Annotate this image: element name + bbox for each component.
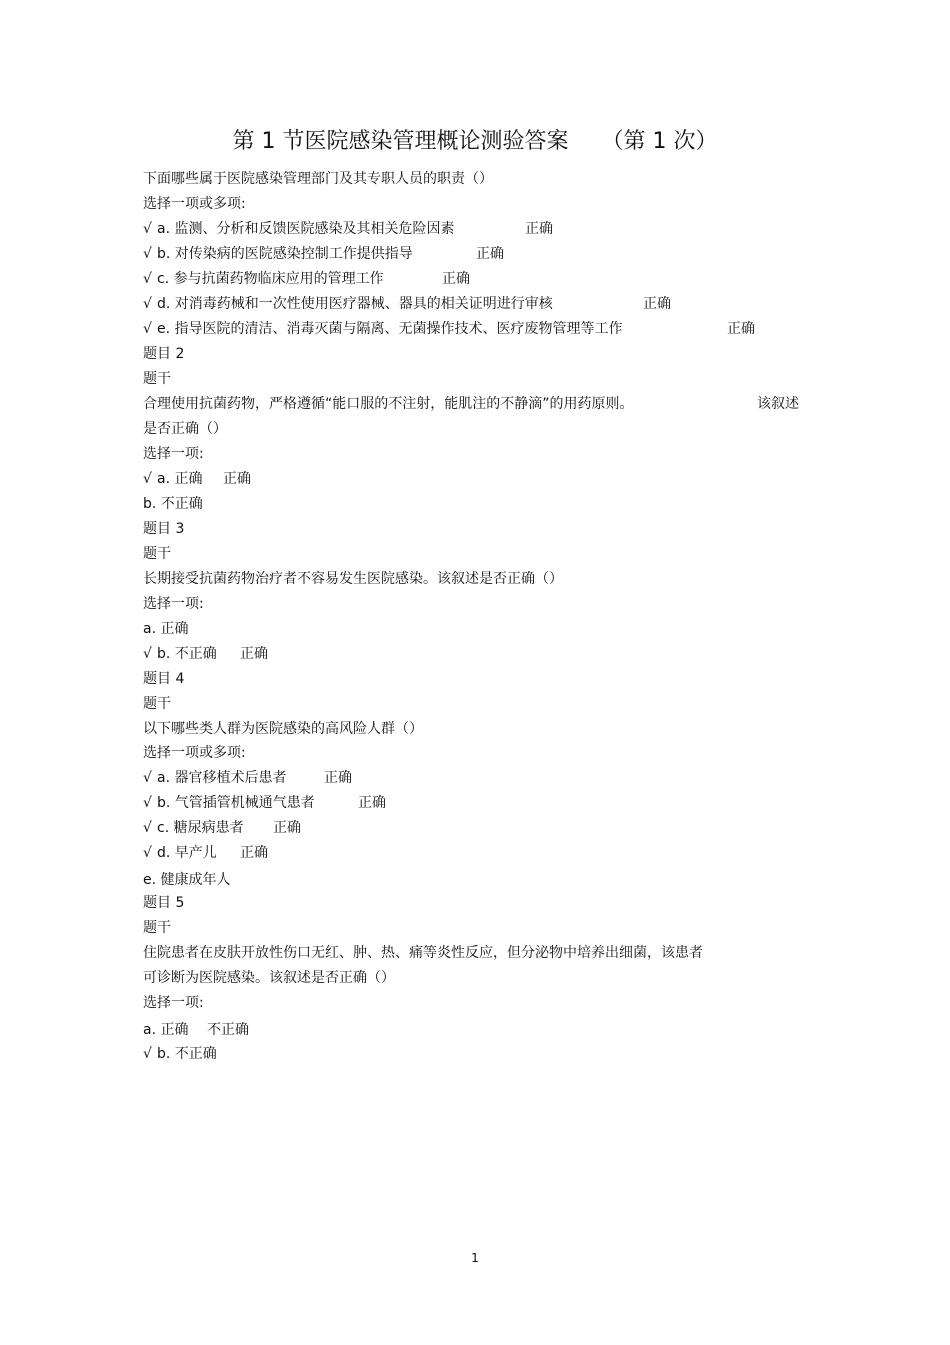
line-text: d. 早产儿	[157, 845, 217, 861]
checked-option-line	[143, 768, 352, 788]
line-text: b. 不正确	[157, 646, 217, 662]
text-line	[143, 194, 246, 214]
text-line	[143, 694, 171, 714]
checked-option-line	[143, 793, 386, 813]
checkmark-icon: √	[143, 321, 152, 337]
text-line	[143, 669, 184, 689]
checkmark-icon: √	[143, 296, 152, 312]
line-text: e. 指导医院的清洁、消毒灭菌与隔离、无菌操作技术、医疗废物管理等工作	[157, 321, 623, 337]
checkmark-icon: √	[143, 1046, 152, 1062]
line-text: 题干	[143, 371, 171, 387]
line-text: 选择一项或多项:	[143, 745, 246, 761]
text-line	[143, 968, 395, 988]
line-text: a. 监测、分析和反馈医院感染及其相关危险因素	[157, 221, 455, 237]
line-text: a. 正确	[157, 471, 203, 487]
result-label: 正确	[240, 646, 268, 662]
line-text: 题干	[143, 546, 171, 562]
result-label: 正确	[358, 795, 386, 811]
result-label: 正确	[643, 296, 671, 312]
checkmark-icon: √	[143, 795, 152, 811]
line-text: 以下哪些类人群为医院感染的高风险人群（）	[143, 721, 423, 737]
page-number: 1	[471, 1251, 479, 1265]
result-label: 正确	[324, 770, 352, 786]
line-text: 住院患者在皮肤开放性伤口无红、肿、热、痛等炎性反应，但分泌物中培养出细菌，该患者	[143, 945, 703, 961]
checkmark-icon: √	[143, 271, 152, 287]
page-title: 第 1 节医院感染管理概论测验答案 （第 1 次）	[232, 129, 718, 154]
checked-option-line	[143, 269, 470, 289]
checked-option-line	[143, 219, 553, 239]
checkmark-icon: √	[143, 845, 152, 861]
text-line	[143, 918, 171, 938]
line-text: 可诊断为医院感染。该叙述是否正确（）	[143, 970, 395, 986]
line-text: 题干	[143, 696, 171, 712]
line-text: 题目 2	[143, 346, 185, 362]
text-line	[143, 494, 203, 514]
checked-option-line	[143, 469, 251, 489]
text-line	[143, 893, 184, 913]
line-text: 题目 5	[143, 895, 185, 911]
line-text: b. 气管插管机械通气患者	[157, 795, 315, 811]
text-line	[143, 719, 423, 739]
line-text: b. 不正确	[157, 1046, 217, 1062]
line-text: 题目 3	[143, 521, 185, 537]
text-line	[143, 594, 204, 614]
checked-option-line	[143, 818, 301, 838]
checkmark-icon: √	[143, 471, 152, 487]
line-text: 是否正确（）	[143, 421, 227, 437]
checkmark-icon: √	[143, 770, 152, 786]
text-line	[143, 444, 204, 464]
checked-option-line	[143, 244, 504, 264]
line-text: c. 参与抗菌药物临床应用的管理工作	[157, 271, 384, 287]
checked-option-line	[143, 1044, 217, 1064]
result-label: 正确	[240, 845, 268, 861]
result-label: 正确	[273, 820, 301, 836]
result-label: 正确	[442, 271, 470, 287]
text-line	[143, 1020, 249, 1040]
line-text: b. 不正确	[143, 496, 203, 512]
checked-option-line	[143, 843, 268, 863]
text-line	[143, 870, 231, 890]
text-line	[143, 519, 184, 539]
checkmark-icon: √	[143, 820, 152, 836]
line-text: 下面哪些属于医院感染管理部门及其专职人员的职责（）	[143, 171, 493, 187]
line-text: 选择一项:	[143, 596, 204, 612]
checkmark-icon: √	[143, 246, 152, 262]
line-text: 题目 4	[143, 671, 185, 687]
line-text: 合理使用抗菌药物，严格遵循“能口服的不注射，能肌注的不静滴”的用药原则。	[143, 396, 634, 412]
result-label: 正确	[476, 246, 504, 262]
line-text: 选择一项:	[143, 446, 204, 462]
line-text: c. 糖尿病患者	[157, 820, 244, 836]
line-text: 选择一项或多项:	[143, 196, 246, 212]
result-label: 正确	[223, 471, 251, 487]
checked-option-line	[143, 644, 268, 664]
line-text: a. 正确	[143, 621, 189, 637]
checked-option-line	[143, 294, 671, 314]
result-label: 不正确	[207, 1022, 249, 1038]
line-text: e. 健康成年人	[143, 872, 231, 888]
checkmark-icon: √	[143, 646, 152, 662]
text-line	[143, 544, 171, 564]
result-label: 该叙述	[757, 396, 799, 412]
line-text: 题干	[143, 920, 171, 936]
line-text: a. 器官移植术后患者	[157, 770, 287, 786]
line-text: 选择一项:	[143, 995, 204, 1011]
result-label: 正确	[727, 321, 755, 337]
text-line	[143, 993, 204, 1013]
text-line	[143, 169, 493, 189]
text-line	[143, 743, 246, 763]
line-text: a. 正确	[143, 1022, 189, 1038]
text-line	[143, 394, 799, 414]
text-line	[143, 369, 171, 389]
result-label: 正确	[525, 221, 553, 237]
line-text: d. 对消毒药械和一次性使用医疗器械、器具的相关证明进行审核	[157, 296, 553, 312]
line-text: 长期接受抗菌药物治疗者不容易发生医院感染。该叙述是否正确（）	[143, 571, 563, 587]
text-line	[143, 569, 563, 589]
checkmark-icon: √	[143, 221, 152, 237]
text-line	[143, 943, 703, 963]
text-line	[143, 344, 184, 364]
text-line	[143, 619, 188, 639]
line-text: b. 对传染病的医院感染控制工作提供指导	[157, 246, 413, 262]
checked-option-line	[143, 319, 755, 339]
text-line	[143, 419, 227, 439]
